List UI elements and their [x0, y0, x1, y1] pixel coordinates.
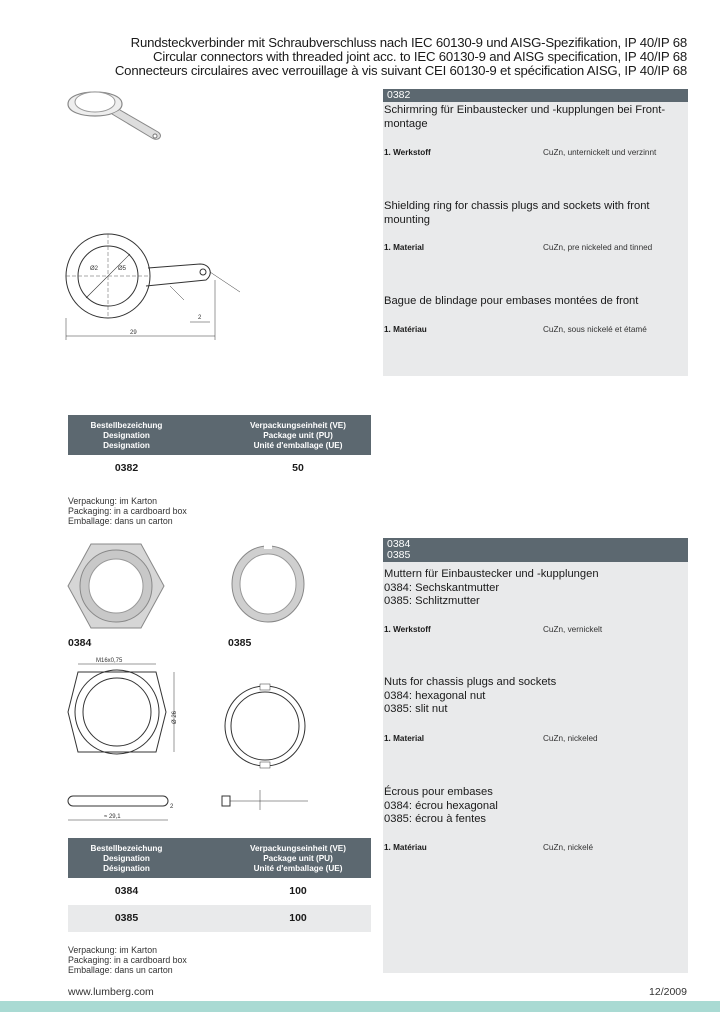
desc-en-0384: Nuts for chassis plugs and sockets 0384: hexagonal nut 0385: slit nut [384, 676, 557, 715]
dim-label-d3: 2 [198, 315, 202, 321]
shielding-ring-drawing [60, 230, 260, 350]
panel-code-1: 0384 [387, 538, 411, 550]
table-row [68, 455, 371, 482]
prop-key-de-0384: 1. Werkstoff [384, 625, 431, 634]
dim-label-width: ≈ 29,1 [104, 814, 121, 820]
dim-label-height: Ø 26 [172, 710, 178, 724]
head-c1-de: Bestellbezeichung [90, 421, 163, 430]
head-c2-fr: Unité d'emballage (UE) [253, 440, 343, 450]
dim-label-length: 29 [130, 330, 137, 336]
prop-key-en-0382: 1. Material [384, 243, 425, 252]
row-designation: 0385 [114, 912, 139, 924]
dim-label-thick: 2 [170, 804, 174, 810]
packaging-de: Verpackung: im Karton [68, 496, 157, 506]
row-unit: 100 [289, 885, 307, 897]
desc-en-0382: Shielding ring for chassis plugs and sockets with front mounting [384, 200, 650, 226]
table-row [68, 878, 371, 905]
dim-label-d2: Ø5 [118, 266, 127, 272]
packaging-de: Verpackung: im Karton [68, 945, 157, 955]
prop-val-fr-0384: CuZn, nickelé [543, 843, 594, 852]
table-row [68, 905, 371, 932]
packaging-note-0382 [68, 497, 187, 526]
footer-url[interactable]: www.lumberg.com [68, 986, 154, 998]
prop-val-de-0384: CuZn, vernickelt [543, 625, 603, 634]
prop-val-en-0384: CuZn, nickeled [543, 734, 598, 743]
photo-label-0384: 0384 [68, 637, 92, 649]
desc-fr-0382: Bague de blindage pour embases montées de front [384, 295, 639, 307]
head-c2-de: Verpackungseinheit (VE) [249, 844, 346, 853]
prop-val-de-0382: CuZn, unternickelt und verzinnt [543, 148, 657, 157]
shielding-ring-photo [60, 82, 180, 152]
header-line-en: Circular connectors with threaded joint acc. to IEC 60130-9 and AISG specification, IP 40/IP 68 [153, 49, 687, 64]
prop-key-fr-0382: 1. Matériau [384, 325, 427, 334]
head-c1-en: Designation [103, 430, 150, 440]
packaging-fr: Emballage: dans un carton [68, 964, 173, 975]
head-c2-de: Verpackungseinheit (VE) [249, 421, 346, 430]
slit-nut-drawing [220, 680, 340, 815]
head-c2-en: Package unit (PU) [263, 430, 333, 440]
row-designation: 0382 [114, 462, 139, 474]
head-c2-fr: Unité d'emballage (UE) [253, 863, 343, 873]
desc-fr-0384: Écrous pour embases 0384: écrou hexagonal 0385: écrou à fentes [384, 786, 498, 825]
row-designation: 0384 [114, 885, 139, 897]
hex-nut-photo [66, 540, 166, 632]
document-header [115, 36, 687, 78]
head-c2-en: Package unit (PU) [263, 853, 333, 863]
dim-label-d1: Ø2 [90, 266, 99, 272]
photo-label-0385: 0385 [228, 637, 252, 649]
panel-code-2: 0385 [387, 549, 411, 561]
footer-date: 12/2009 [649, 986, 687, 998]
packaging-fr: Emballage: dans un carton [68, 515, 173, 526]
head-c1-fr: Designation [103, 440, 150, 450]
panel-code: 0382 [387, 89, 411, 101]
dim-label-thread: M16x0,75 [96, 658, 123, 664]
prop-val-en-0382: CuZn, pre nickeled and tinned [543, 243, 653, 252]
panel-code-bar [383, 538, 688, 562]
slit-nut-photo [228, 540, 308, 628]
hex-nut-drawing [66, 660, 181, 830]
prop-val-fr-0382: CuZn, sous nickelé et étamé [543, 325, 647, 334]
prop-key-de-0382: 1. Werkstoff [384, 148, 431, 157]
order-table-0384-head [68, 838, 371, 878]
header-line-de: Rundsteckverbinder mit Schraubverschluss nach IEC 60130-9 und AISG-Spezifikation, IP 40/IP 68 [130, 35, 687, 50]
packaging-en: Packaging: in a cardboard box [68, 954, 187, 965]
prop-key-fr-0384: 1. Matériau [384, 843, 427, 852]
prop-key-en-0384: 1. Material [384, 734, 425, 743]
packaging-note-0384 [68, 946, 187, 975]
row-unit: 100 [289, 912, 307, 924]
desc-de-0384: Muttern für Einbaustecker und -kupplungen 0384: Sechskantmutter 0385: Schlitzmutter [384, 568, 599, 607]
head-c1-fr: Désignation [103, 863, 150, 873]
packaging-en: Packaging: in a cardboard box [68, 505, 187, 516]
panel-code-bar [383, 89, 688, 102]
head-c1-de: Bestellbezeichung [90, 844, 163, 853]
desc-de-0382: Schirmring für Einbaustecker und -kupplungen bei Front- montage [384, 104, 666, 130]
footer-bar [0, 1001, 720, 1012]
row-unit: 50 [292, 462, 304, 474]
head-c1-en: Designation [103, 853, 150, 863]
header-line-fr: Connecteurs circulaires avec verrouillage à vis suivant CEI 60130-9 et spécification AISG, IP 40/IP 68 [114, 63, 687, 78]
order-table-0382-head [68, 415, 371, 455]
